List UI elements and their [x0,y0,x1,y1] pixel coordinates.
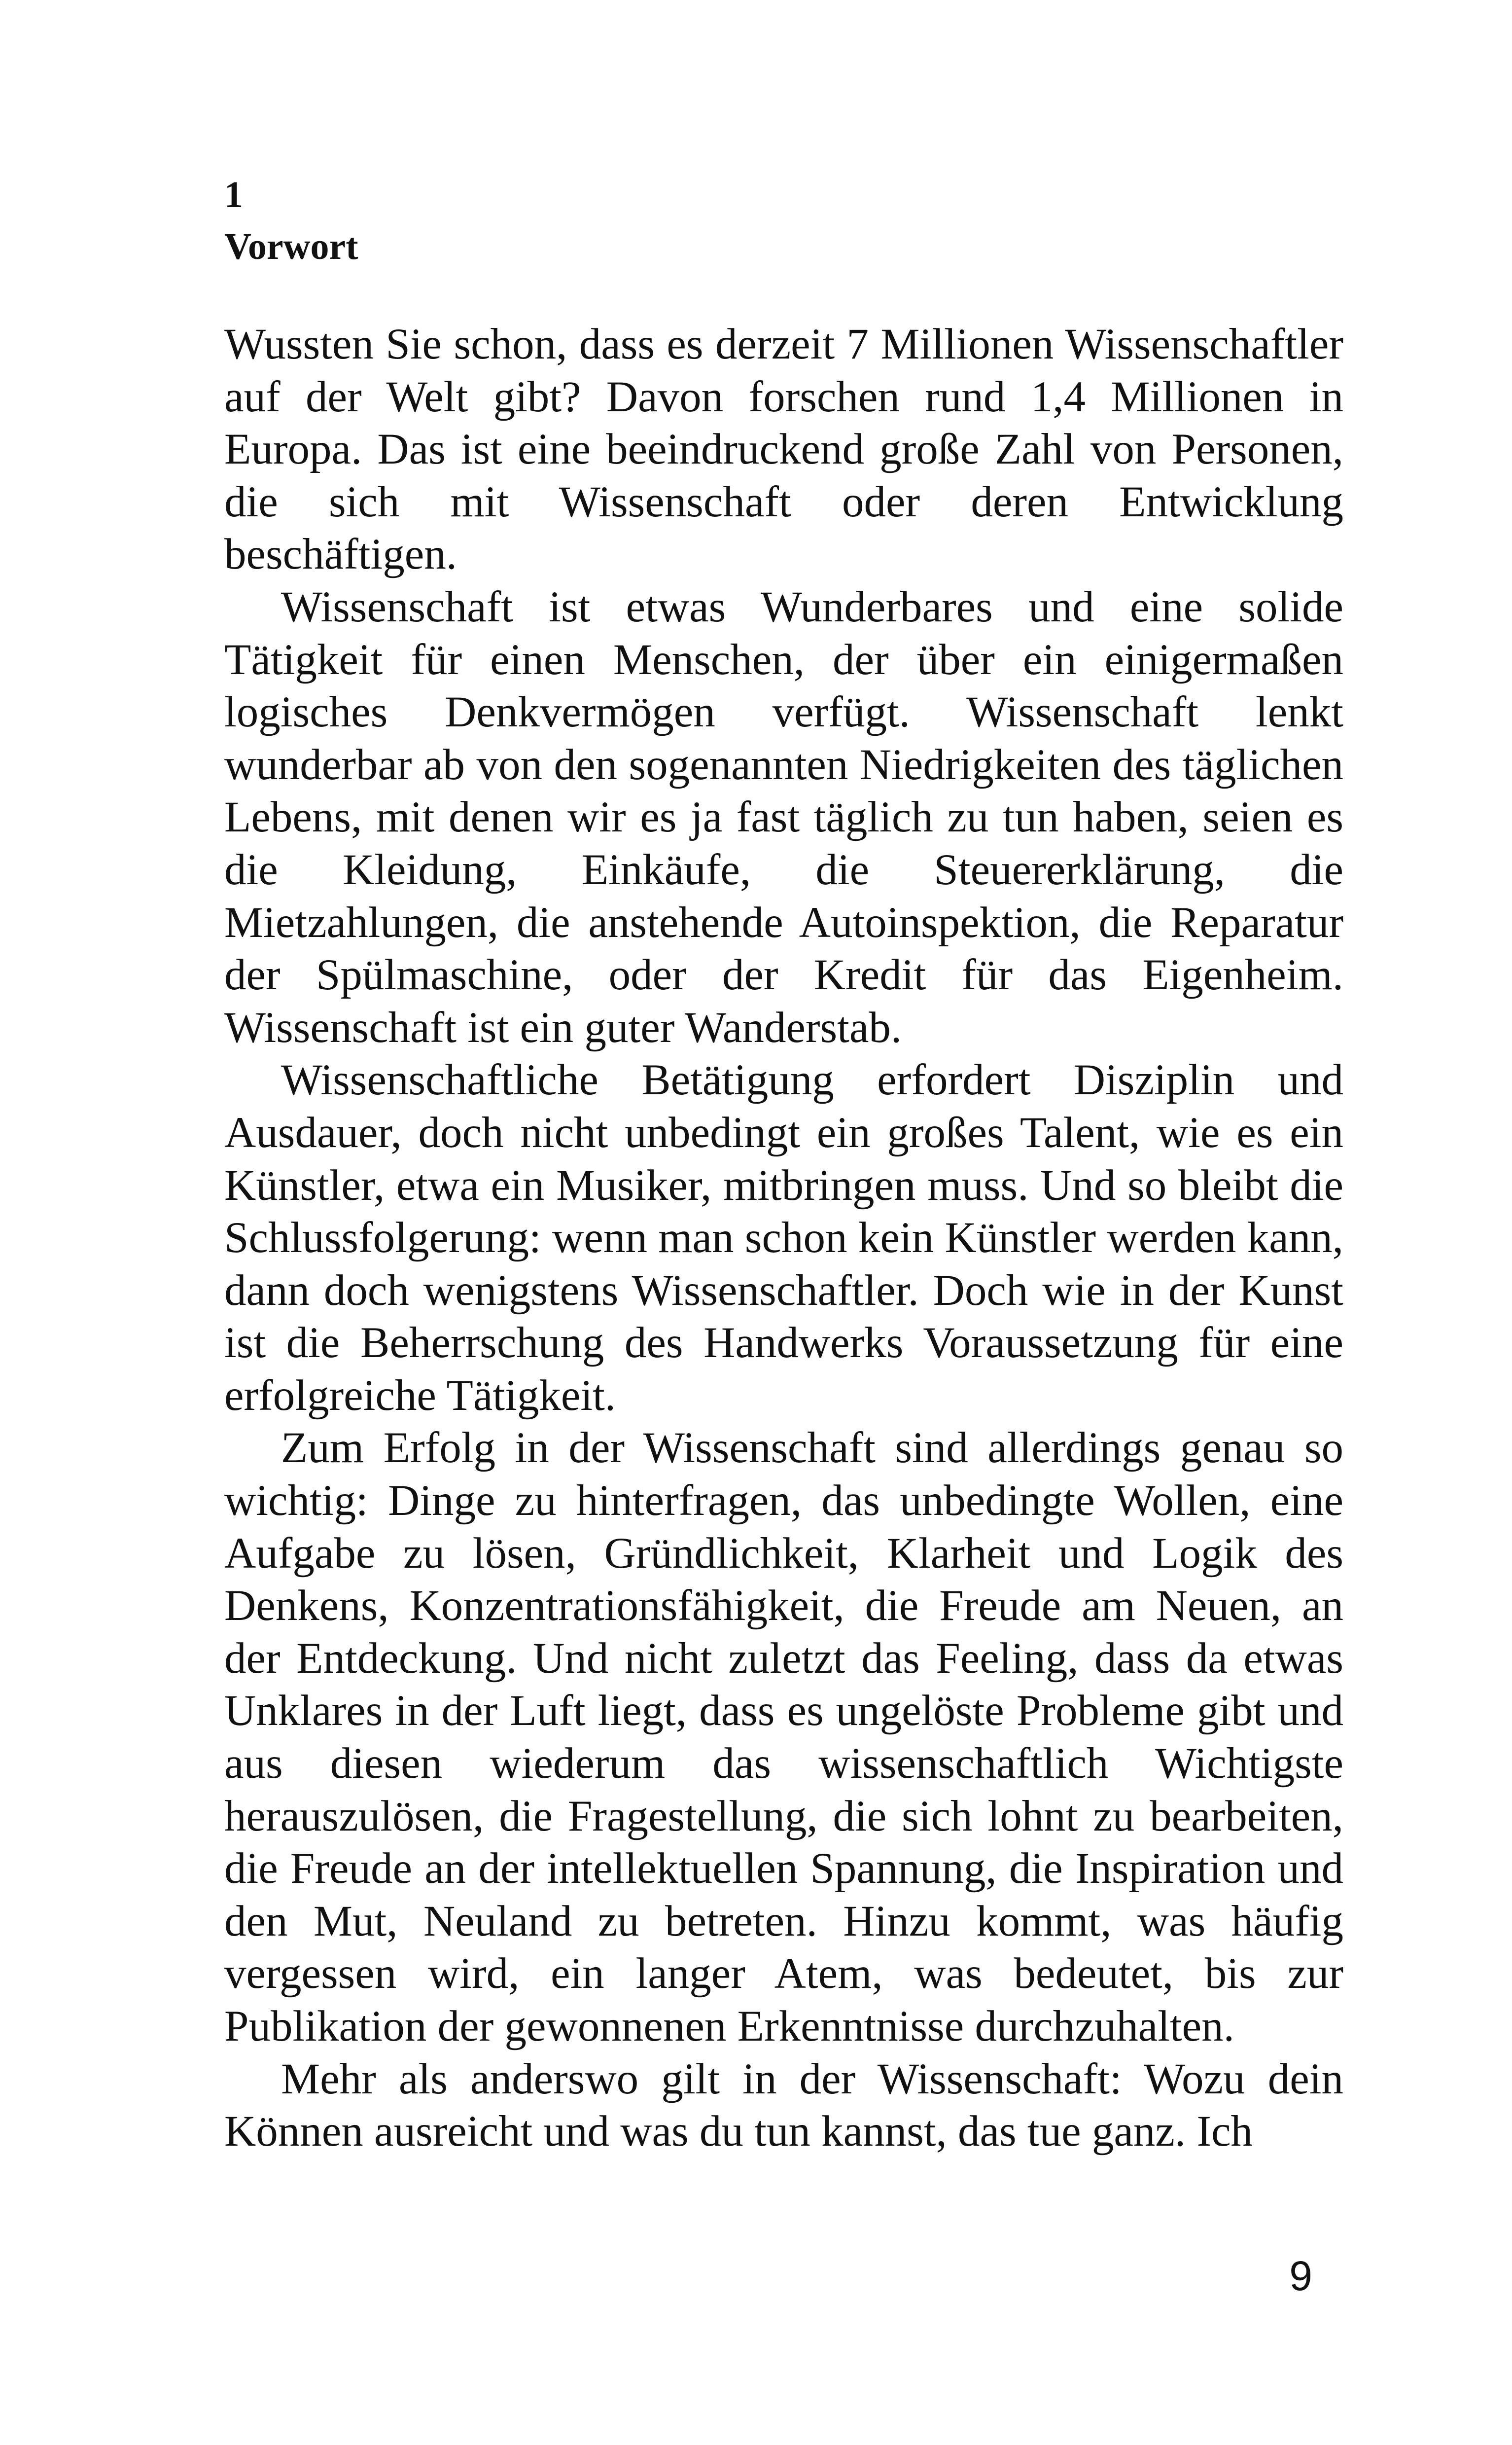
chapter-number: 1 [224,174,243,216]
chapter-title: Vorwort [224,226,358,267]
paragraph-4: Zum Erfolg in der Wissenschaft sind allerdings genau so wichtig: Dinge zu hinterfragen, das unbedingte Wollen, eine Aufgabe zu lösen, Gründlichkeit, Klarheit und Logik des Denkens, Konzentrationsfähigkeit, die Freude am Neuen, an der Entdeckung. Und nicht zuletzt das Feeling, dass da etwas Unklares in der Luft liegt, dass es ungelöste Probleme gibt und aus diesen wiederum das wissenschaftlich Wichtigste herauszulösen, die Fragestellung, die sich lohnt zu bearbeiten, die Freude an der intellektuellen Spannung, die Inspiration und den Mut, Neuland zu betreten. Hinzu kommt, was häufig vergessen wird, ein langer Atem, was bedeutet, bis zur Publikation der gewonnenen Erkenntnisse durchzuhalten. [224,1424,1343,2050]
paragraph-3: Wissenschaftliche Betätigung erfordert Disziplin und Ausdauer, doch nicht unbedingt ein großes Talent, wie es ein Künstler, etwa ein Musiker, mitbringen muss. Und so bleibt die Schlussfolgerung: wenn man schon kein Künstler werden kann, dann doch wenigstens Wissenschaftler. Doch wie in der Kunst ist die Beherrschung des Handwerks Voraussetzung für eine erfolgreiche Tätigkeit. [224,1056,1343,1420]
page-number: 9 [1289,2253,1312,2299]
body-text [224,318,1343,2158]
paragraph-5: Mehr als anderswo gilt in der Wissenschaft: Wozu dein Können ausreicht und was du tun kannst, das tue ganz. Ich [224,2054,1343,2156]
paragraph-2: Wissenschaft ist etwas Wunderbares und eine solide Tätigkeit für einen Menschen, der über ein einigermaßen logisches Denkvermögen verfügt. Wissenschaft lenkt wunderbar ab von den sogenannten Niedrigkeiten des täglichen Lebens, mit denen wir es ja fast täglich zu tun haben, seien es die Kleidung, Einkäufe, die Steuererklärung, die Mietzahlungen, die anstehende Autoinspektion, die Reparatur der Spülmaschine, oder der Kredit für das Eigenheim. Wissenschaft ist ein guter Wanderstab. [224,582,1343,1052]
paragraph-1: Wussten Sie schon, dass es derzeit 7 Millionen Wissenschaftler auf der Welt gibt? Davon forschen rund 1,4 Millionen in Europa. Das ist eine beeindruckend große Zahl von Personen, die sich mit Wissenschaft oder deren Entwicklung beschäftigen. [224,320,1343,579]
